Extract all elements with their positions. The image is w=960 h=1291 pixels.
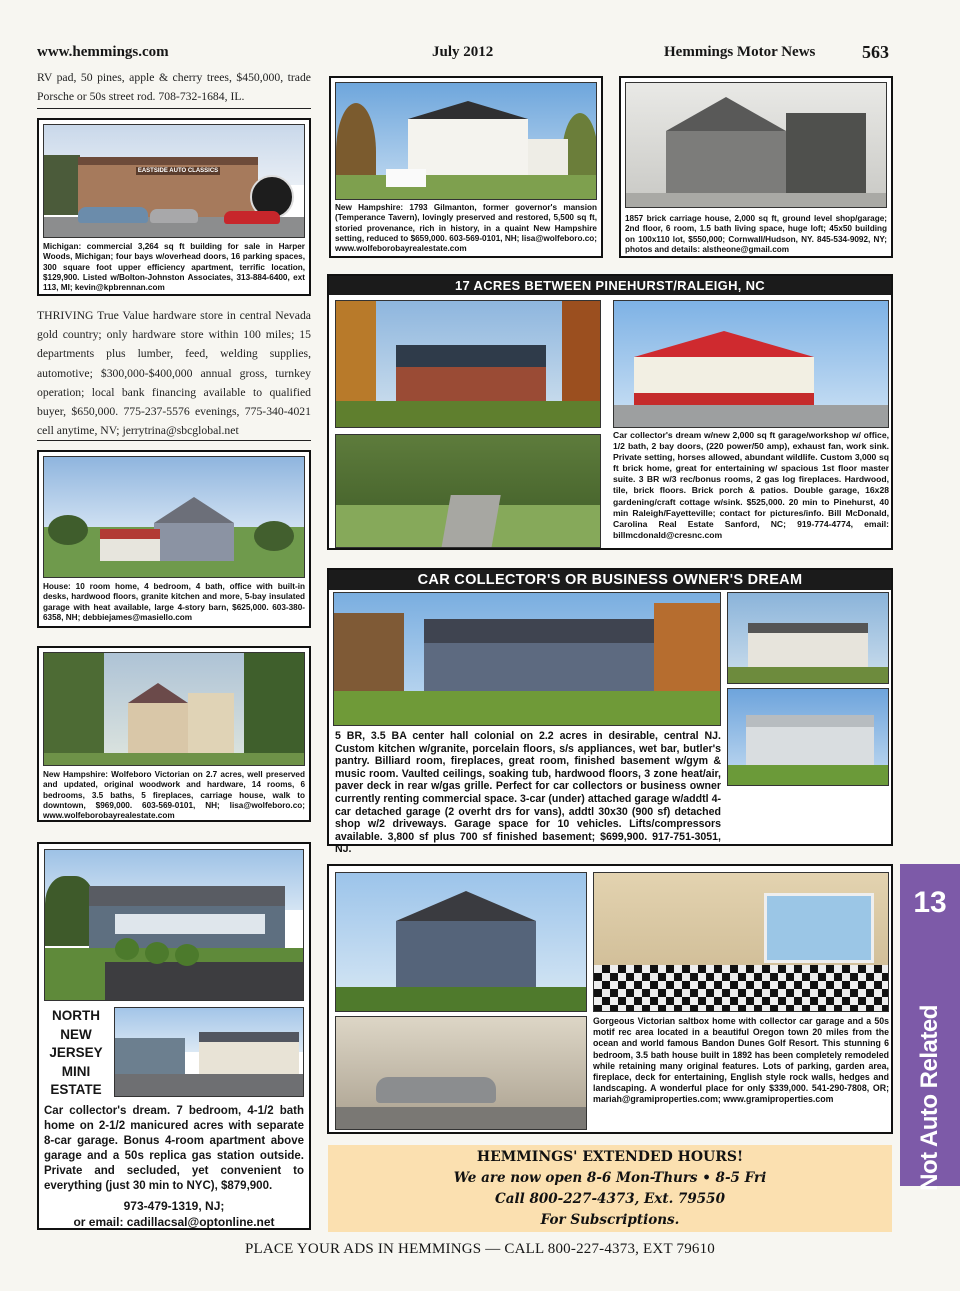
pinehurst-banner: 17 ACRES BETWEEN PINEHURST/RALEIGH, NC xyxy=(329,276,891,295)
wolfeboro-caption: New Hampshire: Wolfeboro Victorian on 2.7 acres, well preserved and updated, original woodwork and hardware, 14 rooms, 6 bedrooms, 3.5 baths, 5 fireplaces, carriage house, walk to downtown, $969,000. 603-569-0101, NH; lisa@wolfeboro.co; www.wolfeborobayrealestate.com xyxy=(43,770,305,821)
driveway-photo xyxy=(335,434,601,548)
michigan-building-photo xyxy=(43,124,305,238)
nj-title-line: JERSEY xyxy=(49,1045,103,1060)
collector-dream-caption: 5 BR, 3.5 BA center hall colonial on 2.2 acres in desirable, central NJ. Custom kitchen w/granite, porcelain floors, s/s appliances, wet bar, butler's pantry. Billiard room, fireplaces, great room, finished basement w/gym & music room. Vaulted ceilings, soaking tub, hardwood floors, 3 zone heat/air, paver deck in rear w/gas grille. Perfect for car collectors or business owner currently renting commercial space. 3-car (under) attached garage w/addtl 4-car detached garage (2 overht drs for vans), addtl 30x30 (900 sf) detached shop w/2 driveways. Garage space for 10 vehicles. Lifts/compressors available. 3,800 sf plus 700 sf finished basement; $699,900. 917-751-3051, NJ. xyxy=(335,730,721,856)
hours-line: We are now open 8-6 Mon-Thurs • 8-5 Fri xyxy=(453,1170,767,1186)
gilmanton-house-photo xyxy=(335,82,597,200)
rv-pad-classified: RV pad, 50 pines, apple & cherry trees, $450,000, trade Porsche or 50s street rod. 708-732-1684, IL. xyxy=(37,71,311,104)
section-number: 13 xyxy=(913,886,947,919)
house-caption: House: 10 room home, 4 bedroom, 4 bath, office with built-in desks, hardwood floors, granite kitchen and more, 5-bay insulated garage with heat available, large 4-story barn, $625,000. 603-380-6358, NH; debbiejames@masiello.com xyxy=(43,582,305,622)
brick-home-photo xyxy=(335,300,601,428)
shop-building-photo xyxy=(727,688,889,786)
gilmanton-ad xyxy=(329,76,603,258)
oregon-saltbox-ad xyxy=(327,864,893,1134)
collector-dream-banner: CAR COLLECTOR'S OR BUSINESS OWNER'S DREAM xyxy=(329,570,891,590)
nj-estate-title xyxy=(44,1007,108,1100)
nj-estate-body: Car collector's dream. 7 bedroom, 4-1/2 bath home on 2-1/2 manicured acres with separate 8-car garage. Bonus 4-room apartment above garage and a 50s replica gas station outside. Private and secluded, yet convenient to everything (just 30 min to NYC), $879,900. xyxy=(44,1104,304,1192)
colonial-house-photo xyxy=(333,592,721,726)
nj-estate-phone: 973-479-1319, NJ; xyxy=(123,1198,225,1213)
house-10-room-ad xyxy=(37,450,311,628)
publication-name: Hemmings Motor News xyxy=(664,44,816,60)
nj-mini-estate-ad xyxy=(37,842,311,1230)
nj-title-line: NORTH xyxy=(52,1008,100,1023)
pinehurst-ad xyxy=(327,274,893,550)
gas-station-photo xyxy=(114,1007,304,1097)
michigan-ad xyxy=(37,118,311,296)
subscription-label: For Subscriptions. xyxy=(540,1212,680,1228)
detached-garage-photo xyxy=(727,592,889,684)
thriving-hardware-classified: THRIVING True Value hardware store in central Nevada gold country; only hardware store within 100 miles; 15 departments plus lumber, feed, welding supplies, automotive; $300,000-$400,000 annual gross, turnkey operation; local bank financing available to qualified buyer, $650,000. 775-237-5576 evenings, 775-340-4021 cell anytime, NV; jerrytrina@sbcglobal.net xyxy=(37,309,311,438)
house-photo xyxy=(43,456,305,578)
divider xyxy=(37,108,311,109)
carriage-house-ad xyxy=(619,76,893,258)
divider xyxy=(37,440,311,441)
nj-title-line: NEW xyxy=(60,1026,92,1042)
rec-area-photo xyxy=(593,872,889,1012)
michigan-caption: Michigan: commercial 3,264 sq ft building for sale in Harper Woods, Michigan; four bays w/overhead doors, 16 parking spaces, 300 square foot upper efficiency apartment, terrific location, $129,900. Listed w/Bolton-Johnston Associates, 313-884-6400, ext 113, MI; kevin@kpbrennan.com xyxy=(43,242,305,293)
subscription-phone: Call 800-227-4373, Ext. 79550 xyxy=(495,1191,725,1207)
hemmings-hours-box xyxy=(328,1145,892,1232)
hours-headline: HEMMINGS' EXTENDED HOURS! xyxy=(476,1149,744,1165)
saltbox-house-photo xyxy=(335,872,587,1012)
page-number: 563 xyxy=(862,42,889,62)
carriage-caption: 1857 brick carriage house, 2,000 sq ft, ground level shop/garage; 2nd floor, 6 room, 1.5 bath living space, huge loft; 45x50 building on 100x110 lot, $550,000; Cornwall/Hudson, NY. 845-534-9092, NY; photos and details: alstheone@gmail.com xyxy=(625,214,887,254)
page-footer: PLACE YOUR ADS IN HEMMINGS — CALL 800-227-4373, EXT 79610 xyxy=(244,1241,715,1257)
nj-estate-email: or email: cadillacsal@optonline.net xyxy=(73,1214,275,1229)
oregon-caption: Gorgeous Victorian saltbox home with collector car garage and a 50s motif rec area located in a beautiful Oregon town 20 miles from the ocean and world famous Bandon Dunes Golf Resort. This stunning 6 bedroom, 3.5 bath house built in 1892 has been completely remodeled while retaining many original features. Lots of parking, garden area, fireplace, deck for entertaining, English style rock walls, hedges and landscaping. A wonderful place for only $339,000. 541-290-7808, OR; mariah@gramiproperties.com; www.gramiproperties.com xyxy=(593,1016,889,1105)
nj-title-line: MINI xyxy=(61,1063,91,1079)
site-url: www.hemmings.com xyxy=(37,44,169,60)
red-garage-photo xyxy=(613,300,889,428)
eastside-sign: EASTSIDE AUTO CLASSICS xyxy=(137,168,219,174)
gilmanton-caption: New Hampshire: 1793 Gilmanton, former governor's mansion (Temperance Tavern), lovingly preserved and restored, 5,500 sq ft, storied provenance, rich in history, in a quaint New Hampshire setting, reduced to $659,000. 603-569-0101, NH; lisa@wolfeboro.co; www.wolfeborobayrealestate.com xyxy=(335,203,597,254)
collector-dream-ad xyxy=(327,568,893,856)
carriage-house-photo xyxy=(625,82,887,208)
section-label: Not Auto Related xyxy=(916,1005,943,1191)
nj-title-line: ESTATE xyxy=(50,1082,102,1097)
nj-house-photo xyxy=(44,849,304,1001)
victorian-photo xyxy=(43,652,305,766)
issue-date: July 2012 xyxy=(432,44,494,60)
car-garage-photo xyxy=(335,1016,587,1130)
section-side-tab xyxy=(900,864,960,1191)
wolfeboro-victorian-ad xyxy=(37,646,311,822)
pinehurst-caption: Car collector's dream w/new 2,000 sq ft garage/workshop w/ office, 1/2 bath, 2 bay doors, (220 power/50 amp), exhaust fan, work sink. Private setting, horses allowed, abundant wildlife. Custom 3,000 sq ft brick home, great for entertaining w/ spacious 1st floor master suite. 3 BR w/3 rec/bonus rooms, 2 gas log fireplaces. Hardwood, tile, brick floors. Brick porch & patios. Double garage, 16x28 gardening/craft cottage w/sink. $525,000. 20 min to Pinehurst, 40 min Raleigh/Fayetteville; contact for pictures/info. Bill McDonald, Carolina Real Estate Sanford, NC; 919-774-4774, email: billmcdonald@cresnc.com xyxy=(613,430,889,540)
